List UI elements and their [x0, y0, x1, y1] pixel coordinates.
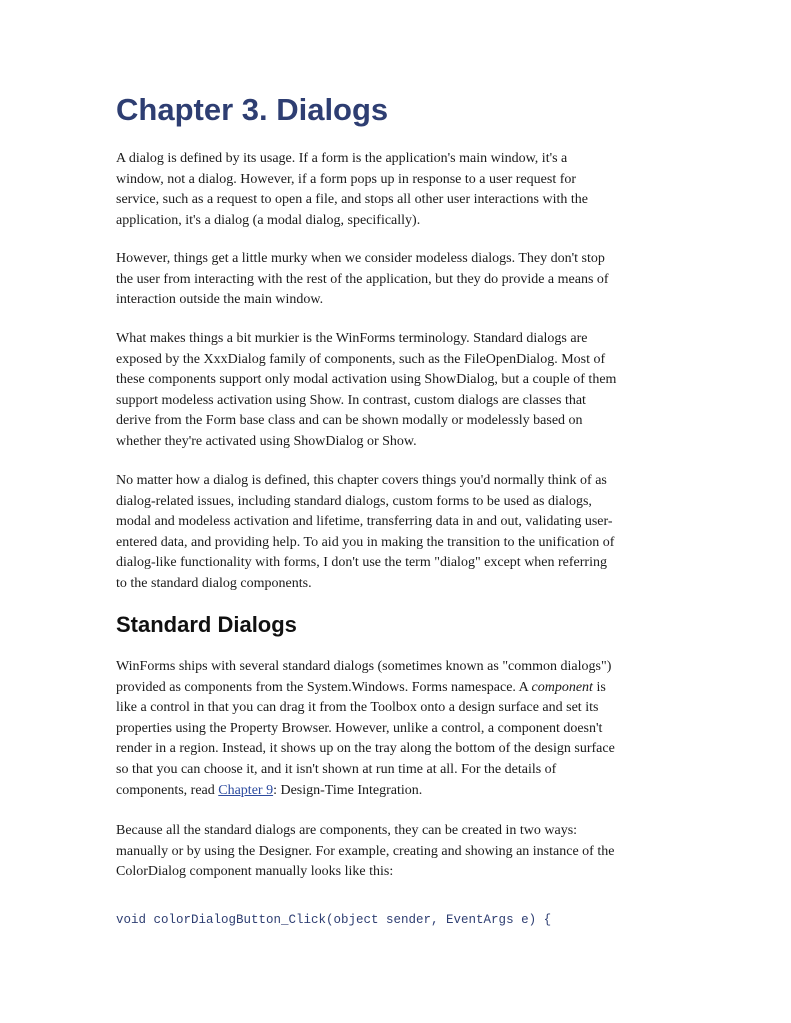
text-line: whether they're activated using ShowDialog or Show. — [116, 433, 417, 449]
text-line: interaction outside the main window. — [116, 292, 324, 308]
text-line: entered data, and providing help. To aid you in making the transition to the unification of — [116, 534, 615, 550]
text-line: modal and modeless activation and lifetime, transferring data in and out, validating user- — [116, 514, 613, 530]
paragraph-chapter-scope — [116, 471, 614, 595]
text-segment: provided as components from the System.Windows. Forms namespace. A — [116, 679, 532, 695]
text-line: exposed by the XxxDialog family of components, such as the FileOpenDialog. Most of — [116, 351, 606, 367]
text-line: these components support only modal activation using ShowDialog, but a couple of them — [116, 372, 617, 388]
text-line: No matter how a dialog is defined, this chapter covers things you'd normally think of as — [116, 473, 607, 488]
text-line: WinForms ships with several standard dialogs (sometimes known as "common dialogs") — [116, 659, 612, 674]
text-line: A dialog is defined by its usage. If a form is the application's main window, it's a — [116, 151, 568, 166]
paragraph-modeless-dialogs — [116, 249, 609, 311]
text-line: window, not a dialog. However, if a form pops up in response to a user request for — [116, 171, 577, 187]
text-line: the user from interacting with the rest of the application, but they do provide a means of — [116, 271, 609, 287]
text-line: service, such as a request to open a file, and stops all other user interactions with the — [116, 192, 588, 208]
text-line — [116, 781, 615, 802]
text-line: derive from the Form base class and can be shown modally or modelessly based on — [116, 413, 583, 429]
text-line: to the standard dialog components. — [116, 575, 312, 591]
text-line: like a control in that you can drag it from the Toolbox onto a design surface and set its — [116, 700, 599, 716]
code-snippet: void colorDialogButton_Click(object sender, EventArgs e) { — [116, 913, 552, 927]
text-line — [116, 678, 615, 699]
text-line: dialog-like functionality with forms, I don't use the term "dialog" except when referring — [116, 555, 607, 571]
paragraph-creating-dialogs — [116, 821, 614, 883]
chapter-9-link[interactable]: Chapter 9 — [218, 782, 274, 798]
text-line: Because all the standard dialogs are components, they can be created in two ways: — [116, 823, 578, 838]
text-line: manually or by using the Designer. For example, creating and showing an instance of the — [116, 843, 615, 859]
paragraph-winforms-terminology — [116, 329, 616, 453]
text-line: ColorDialog component manually looks like this: — [116, 864, 394, 880]
text-line: properties using the Property Browser. However, unlike a control, a component doesn't — [116, 720, 603, 736]
text-segment: components, read — [116, 782, 219, 798]
text-line: render in a region. Instead, it shows up on the tray along the bottom of the design surface — [116, 741, 615, 757]
text-segment: is — [592, 679, 606, 695]
text-line: support modeless activation using Show. In contrast, custom dialogs are classes that — [116, 392, 586, 408]
chapter-title: Chapter 3. Dialogs — [116, 92, 389, 127]
paragraph-dialog-definition — [116, 149, 588, 231]
text-line: so that you can choose it, and it isn't shown at run time at all. For the details of — [116, 761, 557, 777]
text-line: application, it's a dialog (a modal dialog, specifically). — [116, 212, 421, 228]
text-line: What makes things a bit murkier is the WinForms terminology. Standard dialogs are — [116, 331, 588, 346]
text-segment: : Design-Time Integration. — [273, 782, 423, 798]
section-title: Standard Dialogs — [116, 612, 297, 637]
emphasis-text: component — [531, 679, 593, 695]
text-line: dialog-related issues, including standard dialogs, custom forms to be used as dialogs, — [116, 493, 592, 509]
paragraph-standard-dialogs — [116, 657, 615, 801]
text-line: However, things get a little murky when we consider modeless dialogs. They don't stop — [116, 251, 605, 266]
